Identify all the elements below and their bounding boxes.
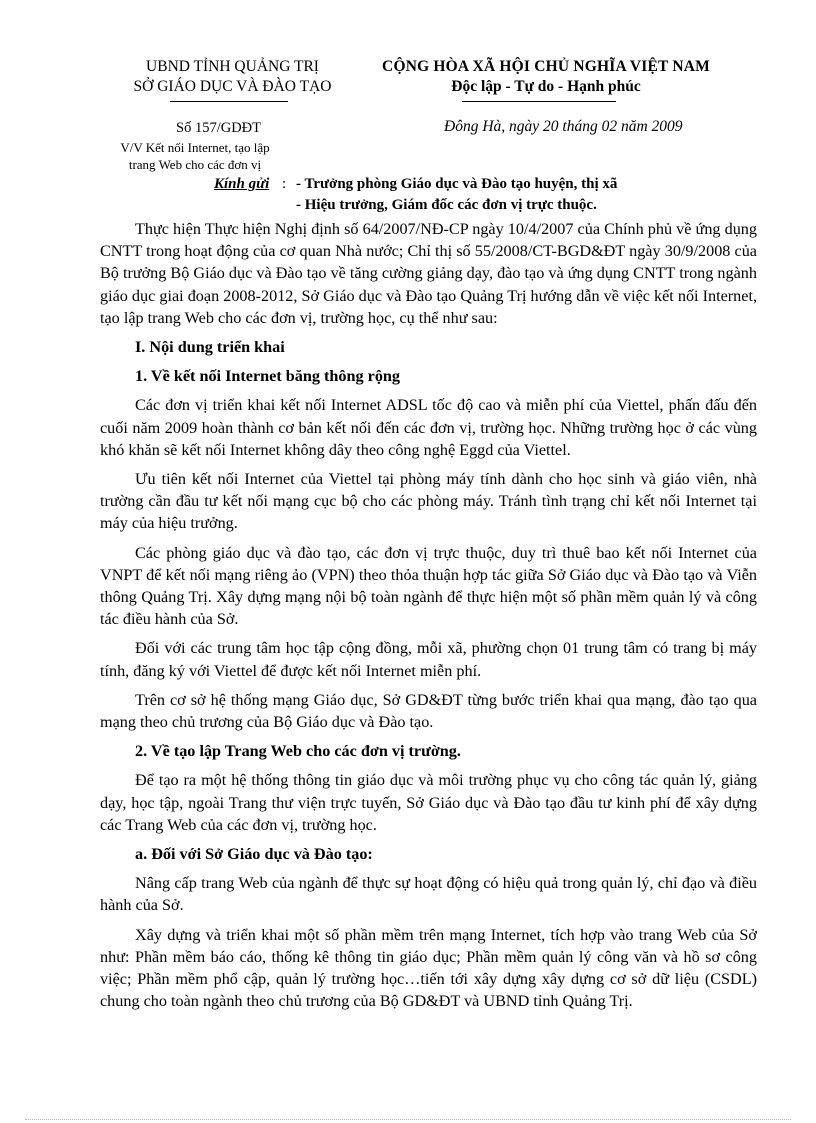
recipient-2: - Hiệu trưởng, Giám đốc các đơn vị trực thuộc. <box>296 197 597 213</box>
authority-line-2: SỞ GIÁO DỤC VÀ ĐÀO TẠO <box>133 78 332 95</box>
paragraph-1: Các đơn vị triển khai kết nối Internet ADSL tốc độ cao và miễn phí của Viettel, phấn đấu đến cuối năm 2009 hoàn thành cơ bản kết nối đến các đơn vị, trường học. Những trường học ở các vùng khó khăn sẽ kết nối Internet không dây theo công nghệ Eggd của Viettel. <box>100 396 757 459</box>
recipient-1: - Trưởng phòng Giáo dục và Đào tạo huyện, thị xã <box>296 176 618 192</box>
document-date: Đông Hà, ngày 20 tháng 02 năm 2009 <box>444 118 683 135</box>
authority-underline <box>170 101 288 102</box>
subsection-heading-2: 2. Về tạo lập Trang Web cho các đơn vị trường. <box>135 742 461 761</box>
subsection-heading-1: 1. Về kết nối Internet băng thông rộng <box>135 367 401 386</box>
recipients-colon: : <box>282 176 287 192</box>
paragraph-6: Để tạo ra một hệ thống thông tin giáo dục và môi trường phục vụ cho công tác quản lý, giảng dạy, học tập, ngoài Trang thư viện trực tuyến, Sở Giáo dục và Đào tạo đầu tư kinh phí để xây dựng các Trang Web của các đơn vị, trường học. <box>100 771 757 834</box>
subject-line-1: V/V Kết nối Internet, tạo lập <box>120 140 270 155</box>
issuing-authority <box>100 57 365 97</box>
paragraph-7: Nâng cấp trang Web của ngành để thực sự hoạt động có hiệu quả trong quản lý, chỉ đạo và điều hành của Sở. <box>100 874 757 915</box>
section-heading-1: I. Nội dung triển khai <box>135 338 285 357</box>
paragraph-5: Trên cơ sở hệ thống mạng Giáo dục, Sở GD&ĐT từng bước triển khai qua mạng, đào tạo qua mạng theo chủ trương của Bộ Giáo dục và Đào tạo. <box>100 690 757 732</box>
subject-line-2: trang Web cho các đơn vị <box>128 157 262 172</box>
document-number: Số 157/GDĐT <box>176 120 261 136</box>
page-bottom-divider <box>25 1119 791 1120</box>
document-subject <box>120 139 270 173</box>
paragraph-3: Các phòng giáo dục và đào tạo, các đơn vị trực thuộc, duy trì thuê bao kết nối Internet của VNPT để kết nối mạng riêng ảo (VPN) theo thỏa thuận hợp tác giữa Sở Giáo dục và Đào tạo và Viễn thông Quảng Trị. Xây dựng mạng nội bộ toàn ngành để thực hiện một số phần mềm quản lý và công tác điều hành của Sở. <box>100 543 757 629</box>
paragraph-8: Xây dựng và triển khai một số phần mềm trên mạng Internet, tích hợp vào trang Web của Sở như: Phần mềm báo cáo, thống kê thông tin giáo dục; Phần mềm quản lý công văn và hồ sơ công việc; Phần mềm phổ cập, quản lý trường học…tiến tới xây dựng xây dựng cơ sở dữ liệu (CSDL) chung cho toàn ngành theo chủ trương của Bộ GD&ĐT và UBND tỉnh Quảng Trị. <box>100 925 757 1011</box>
document-body <box>100 218 757 1020</box>
national-motto <box>352 57 740 97</box>
intro-paragraph: Thực hiện Thực hiện Nghị định số 64/2007/NĐ-CP ngày 10/4/2007 của Chính phủ về ứng dụng CNTT trong hoạt động của cơ quan Nhà nước; Chỉ thị số 55/2008/CT-BGD&ĐT ngày 30/9/2008 của Bộ trưởng Bộ Giáo dục và Đào tạo về tăng cường giảng dạy, đào tạo và ứng dụng CNTT trong ngành giáo dục giai đoạn 2008-2012, Sở Giáo dục và Đào tạo Quảng Trị hướng dẫn về việc kết nối Internet, tạo lập trang Web cho các đơn vị, trường học, cụ thể như sau: <box>100 220 757 327</box>
motto-underline <box>462 101 616 102</box>
recipients-label: Kính gửi <box>214 176 270 192</box>
subsection-heading-3: a. Đối với Sở Giáo dục và Đào tạo: <box>135 845 373 864</box>
paragraph-2: Ưu tiên kết nối Internet của Viettel tại phòng máy tính dành cho học sinh và giáo viên, nhà trường cần đầu tư kết nối mạng cục bộ cho các phòng máy. Tránh tình trạng chỉ kết nối Internet tại máy của hiệu trưởng. <box>100 470 757 533</box>
authority-line-1: UBND TỈNH QUẢNG TRỊ <box>146 58 319 75</box>
paragraph-4: Đối với các trung tâm học tập cộng đồng, mỗi xã, phường chọn 01 trung tâm có trang bị máy tính, đăng ký với Viettel để được kết nối Internet miễn phí. <box>100 639 757 680</box>
motto: Độc lập - Tự do - Hạnh phúc <box>451 78 641 95</box>
country-name: CỘNG HÒA XÃ HỘI CHỦ NGHĨA VIỆT NAM <box>382 58 710 75</box>
